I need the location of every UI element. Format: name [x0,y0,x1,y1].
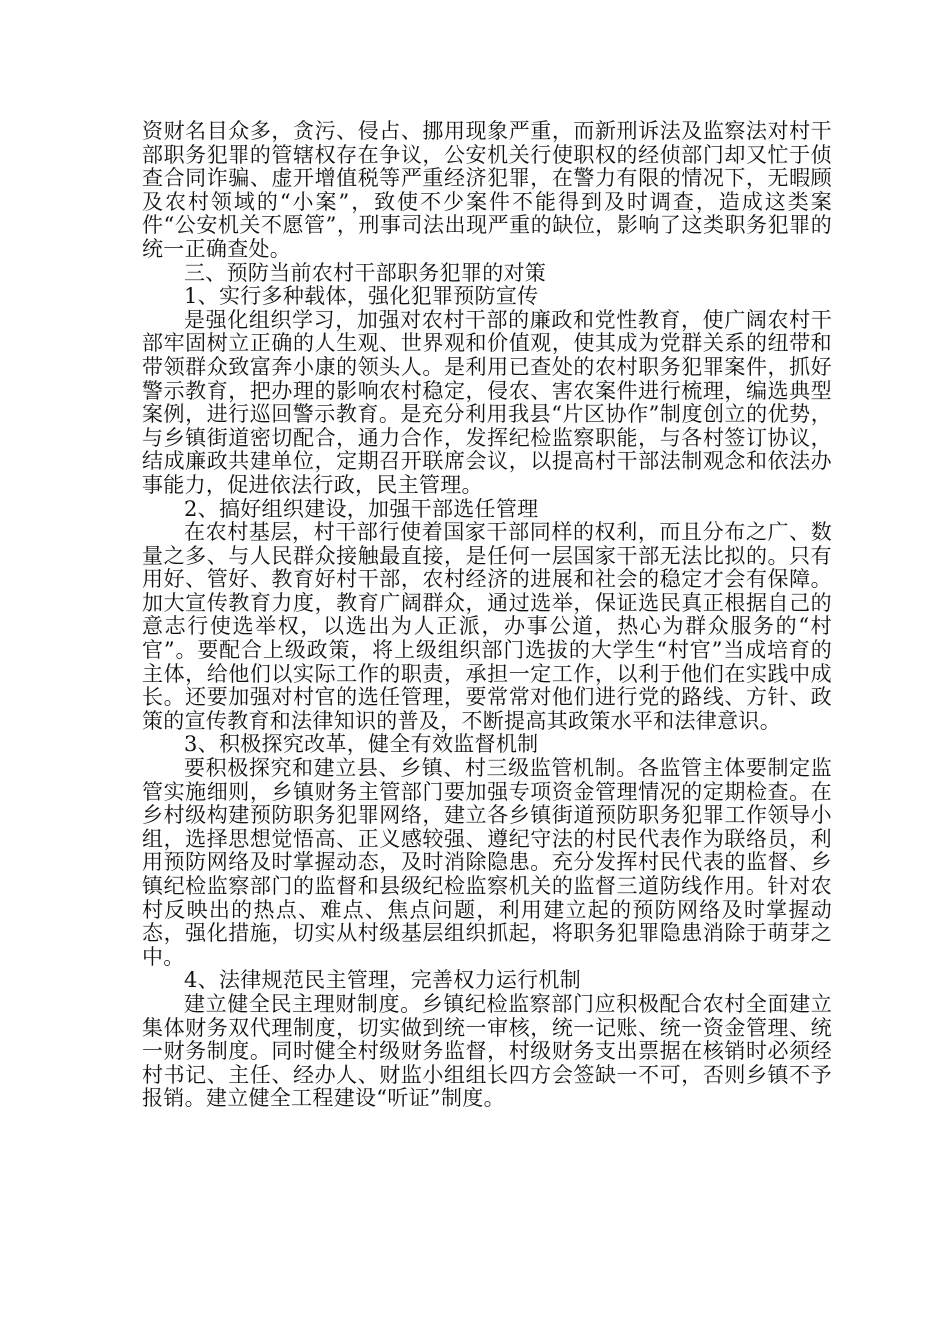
paragraph-continuation: 资财名目众多，贪污、侵占、挪用现象严重，而新刑诉法及监察法对村干部职务犯罪的管辖权存在争议，公安机关行使职权的经侦部门却又忙于侦查合同诈骗、虚开增值税等严重经济犯罪，在警力有限的情况下，无暇顾及农村领域的“小案”，致使不少案件不能得到及时调查，造成这类案件“公安机关不愿管”，刑事司法出现严重的缺位，影响了这类职务犯罪的统一正确查处。 [142,119,832,261]
subheading-1: 1、实行多种载体，强化犯罪预防宣传 [184,284,539,309]
paragraph-3: 要积极探究和建立县、乡镇、村三级监管机制。各监管主体要制定监管实施细则，乡镇财务主管部门要加强专项资金管理情况的定期检查。在乡村级构建预防职务犯罪网络，建立各乡镇街道预防职务犯罪工作领导小组，选择思想觉悟高、正义感较强、遵纪守法的村民代表作为联络员，利用预防网络及时掌握动态，及时消除隐患。充分发挥村民代表的监督、乡镇纪检监察部门的监督和县级纪检监察机关的监督三道防线作用。针对农村反映出的热点、难点、焦点问题，利用建立起的预防网络及时掌握动态，强化措施，切实从村级基层组织抓起，将职务犯罪隐患消除于萌芽之中。 [142,756,832,969]
subheading-2: 2、搞好组织建设，加强干部选任管理 [184,496,539,521]
section-heading-countermeasures: 三、预防当前农村干部职务犯罪的对策 [184,260,547,285]
paragraph-4: 建立健全民主理财制度。乡镇纪检监察部门应积极配合农村全面建立集体财务双代理制度，切实做到统一审核，统一记账、统一资金管理、统一财务制度。同时健全村级财务监督，村级财务支出票据在核销时必须经村书记、主任、经办人、财监小组组长四方会签缺一不可，否则乡镇不予报销。建立健全工程建设“听证”制度。 [142,991,832,1111]
paragraph-2: 在农村基层，村干部行使着国家干部同样的权利，而且分布之广、数量之多、与人民群众接触最直接，是任何一层国家干部无法比拟的。只有用好、管好、教育好村干部，农村经济的进展和社会的稳定才会有保障。加大宣传教育力度，教育广阔群众，通过选举，保证选民真正根据自己的意志行使选举权，以选出为人正派，办事公道，热心为群众服务的“村官”。要配合上级政策，将上级组织部门选拔的大学生“村官”当成培育的主体，给他们以实际工作的职责，承担一定工作，以利于他们在实践中成长。还要加强对村官的选任管理，要常常对他们进行党的路线、方针、政策的宣传教育和法律知识的普及，不断提高其政策水平和法律意识。 [142,520,832,733]
paragraph-1: 是强化组织学习，加强对农村干部的廉政和党性教育，使广阔农村干部牢固树立正确的人生观、世界观和价值观，使其成为党群关系的纽带和带领群众致富奔小康的领头人。是利用已查处的农村职务犯罪案件，抓好警示教育，把办理的影响农村稳定，侵农、害农案件进行梳理，编选典型案例，进行巡回警示教育。是充分利用我县“片区协作”制度创立的优势，与乡镇街道密切配合，通力合作，发挥纪检监察职能，与各村签订协议，结成廉政共建单位，定期召开联席会议，以提高村干部法制观念和依法办事能力，促进依法行政，民主管理。 [142,307,832,497]
document-body [142,120,832,1111]
subheading-4: 4、法律规范民主管理，完善权力运行机制 [184,968,582,993]
subheading-3: 3、积极探究改革，健全有效监督机制 [184,732,539,757]
